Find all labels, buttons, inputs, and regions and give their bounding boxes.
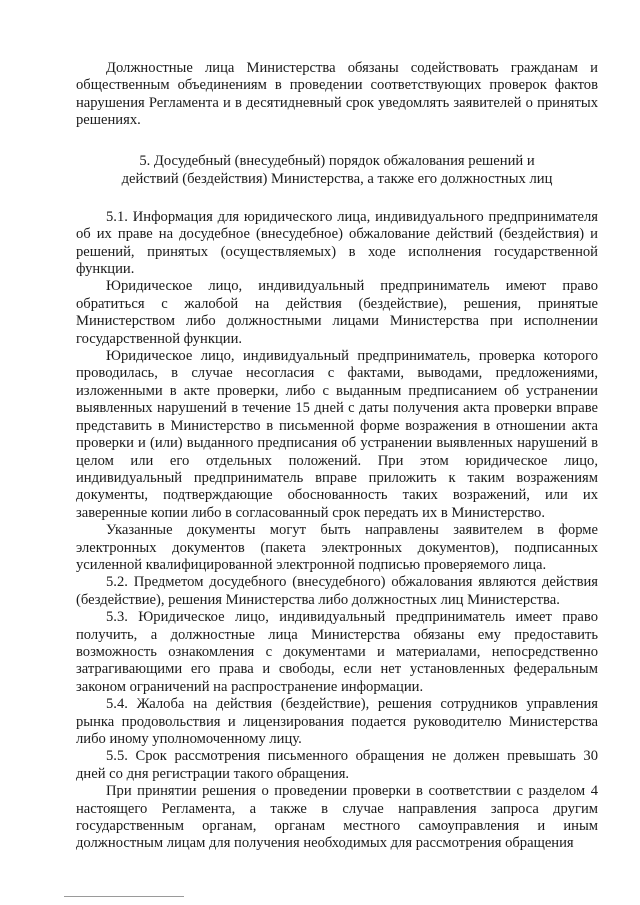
paragraph-right-to-complain: Юридическое лицо, индивидуальный предприниматель имеют право обратиться с жалобой на действия (бездействие), решения, принятые Министерством либо должностными лицами Министерства при исполнении государственной функции. [76,278,598,347]
section-heading-line-2: действий (бездействия) Министерства, а также его должностных лиц [121,171,553,188]
document-body [76,60,598,853]
section-heading-line-1: 5. Досудебный (внесудебный) порядок обжалования решений и [139,152,535,169]
paragraph-objections: Юридическое лицо, индивидуальный предприниматель, проверка которого проводилась, в случае несогласия с фактами, выводами, предложениями, изложенными в акте проверки, либо с выданным предписанием об устранении выявленных нарушений в течение 15 дней с даты получения акта проверки вправе представить в Министерство в письменной форме возражения в отношении акта проверки и (или) выданного предписания об устранении выявленных нарушений в целом или его отдельных положений. При этом юридическое лицо, индивидуальный предприниматель вправе приложить к таким возражениям документы, подтверждающие обоснованность таких возражений, или их заверенные копии либо в согласованный срок передать их в Министерство. [76,348,598,521]
footer-divider [64,896,184,897]
paragraph-verification-decision: При принятии решения о проведении проверки в соответствии с разделом 4 настоящего Регламента, а также в случае направления запроса другим государственным органам, органам местного самоуправления и иным должностным лицам для получения необходимых для рассмотрения обращения [76,783,598,852]
section-heading [76,152,598,189]
paragraph-5-4: 5.4. Жалоба на действия (бездействие), решения сотрудников управления рынка продовольствия и лицензирования подается руководителю Министерства либо иному уполномоченному лицу. [76,696,598,747]
paragraph-5-5: 5.5. Срок рассмотрения письменного обращения не должен превышать 30 дней со дня регистрации такого обращения. [76,748,598,782]
paragraph-5-1: 5.1. Информация для юридического лица, индивидуального предпринимателя об их праве на досудебное (внесудебное) обжалование действий (бездействия) и решений, принятых (осуществляемых) в ходе исполнения государственной функции. [76,208,598,278]
intro-paragraph: Должностные лица Министерства обязаны содействовать гражданам и общественным объединениям в проведении соответствующих проверок фактов нарушения Регламента и в десятидневный срок уведомлять заявителей о принятых решениях. [76,60,598,129]
paragraph-5-2: 5.2. Предметом досудебного (внесудебного) обжалования являются действия (бездействие), решения Министерства либо должностных лиц Министерства. [76,574,598,608]
paragraph-electronic-documents: Указанные документы могут быть направлены заявителем в форме электронных документов (пакета электронных документов), подписанных усиленной квалифицированной электронной подписью проверяемого лица. [76,522,598,573]
paragraph-5-3: 5.3. Юридическое лицо, индивидуальный предприниматель имеет право получить, а должностные лица Министерства обязаны ему предоставить возможность ознакомления с документами и материалами, непосредственно затрагивающими его права и свободы, если нет установленных федеральным законом ограничений на распространение информации. [76,609,598,695]
